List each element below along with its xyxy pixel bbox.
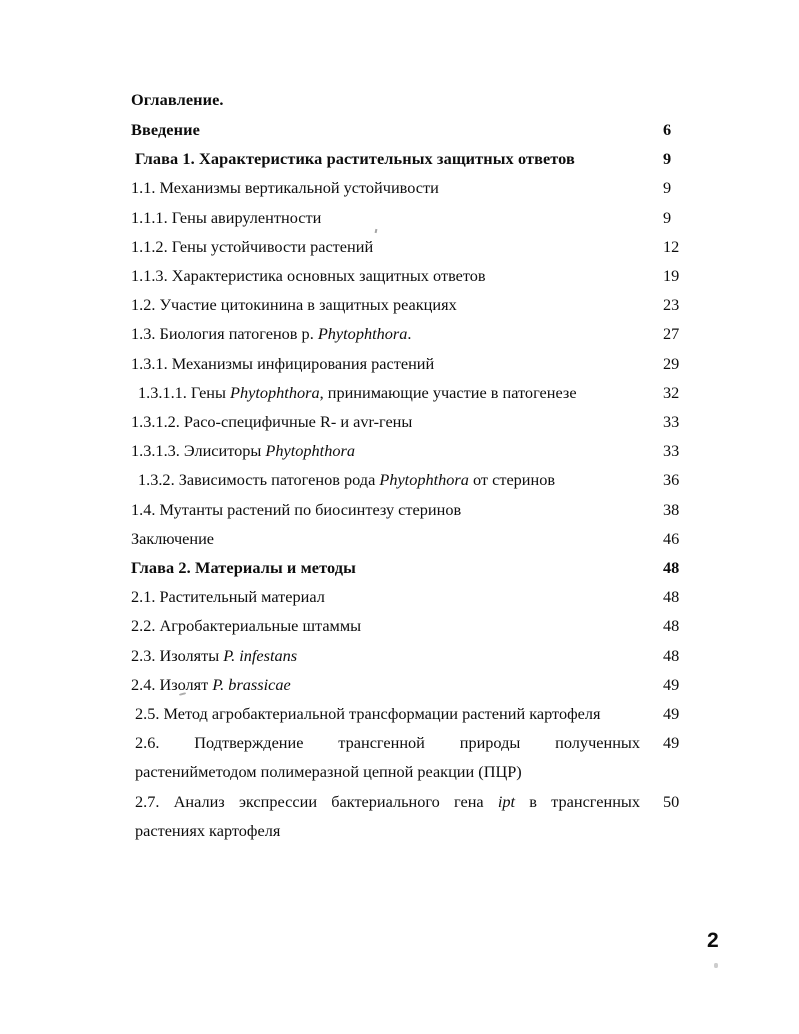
toc-entry[interactable]	[131, 173, 671, 202]
toc-entry-page-number: 36	[663, 470, 680, 490]
toc-entry[interactable]	[131, 407, 680, 436]
toc-entry-label: 1.1.1. Гены авирулентности	[131, 207, 322, 227]
italic-taxon-name: Phytophthora	[230, 382, 320, 402]
toc-entry-label: 1.1.3. Характеристика основных защитных ответов	[131, 266, 486, 286]
scan-artifact-speck	[714, 963, 718, 968]
toc-entry-label: 2.4. Изолят P. brassicae	[131, 674, 291, 694]
toc-entry-page-number: 27	[663, 324, 680, 344]
toc-entry-page-number: 49	[663, 674, 680, 694]
italic-taxon-name: ipt	[497, 791, 516, 811]
toc-entry-label: Введение	[131, 120, 200, 139]
toc-entry-page-number: 9	[663, 207, 672, 227]
toc-entry-page-number: 19	[663, 266, 680, 286]
toc-entry[interactable]	[131, 611, 680, 640]
toc-entry-label-line: 2.7. Анализ экспрессии бактериального гена ipt в трансгенных	[135, 791, 640, 811]
toc-entry[interactable]	[131, 261, 680, 290]
toc-entry-label: 1.1. Механизмы вертикальной устойчивости	[131, 178, 439, 198]
toc-entry[interactable]	[131, 144, 671, 173]
toc-entry[interactable]	[131, 553, 680, 582]
italic-taxon-name: Phytophthora	[379, 470, 469, 490]
toc-entry-page-number: 48	[663, 558, 680, 578]
toc-entry[interactable]	[131, 203, 671, 232]
toc-entry-page-number: 49	[663, 733, 680, 753]
toc-entry-list	[131, 115, 680, 728]
toc-entry-label-line: растениях картофеля	[135, 820, 281, 840]
toc-entry-label: 1.3.2. Зависимость патогенов рода Phytophthora от стеринов	[138, 470, 556, 490]
toc-entry-label: 1.2. Участие цитокинина в защитных реакциях	[131, 295, 457, 315]
toc-entry[interactable]	[131, 115, 671, 144]
toc-entry[interactable]	[131, 670, 680, 699]
toc-entry-label: 2.2. Агробактериальные штаммы	[131, 616, 362, 636]
toc-entry-label: Глава 2. Материалы и методы	[131, 558, 356, 578]
toc-entry-label: 1.4. Мутанты растений по биосинтезу стеринов	[131, 499, 462, 519]
toc-entry-page-number: 48	[663, 587, 680, 607]
toc-entry-label	[131, 787, 640, 845]
toc-entry-label: 2.3. Изоляты P. infestans	[131, 645, 298, 665]
toc-entry-label	[131, 728, 640, 786]
toc-entry-label: 1.1.2. Гены устойчивости растений	[131, 236, 374, 256]
italic-taxon-name: Phytophthora	[317, 324, 408, 344]
italic-taxon-name: P. infestans	[223, 645, 298, 665]
toc-entry-page-number: 33	[663, 412, 680, 432]
toc-entry[interactable]	[131, 232, 680, 261]
toc-heading-row	[131, 84, 671, 115]
toc-entry[interactable]	[131, 641, 680, 670]
toc-entry-label: 2.1. Растительный материал	[131, 587, 325, 607]
toc-entry-label: 1.3.1.3. Элиситоры Phytophthora	[131, 441, 355, 461]
toc-entry-page-number: 48	[663, 645, 680, 665]
table-of-contents	[131, 84, 680, 845]
toc-entry-page-number: 32	[663, 382, 680, 402]
toc-entry[interactable]	[131, 319, 680, 348]
toc-entry[interactable]	[131, 378, 680, 407]
toc-entry-label: Глава 1. Характеристика растительных защитных ответов	[135, 149, 575, 169]
toc-entry-label: 2.5. Метод агробактериальной трансформации растений картофеля	[135, 704, 601, 724]
toc-entry[interactable]	[131, 436, 680, 465]
toc-entry-page-number: 38	[663, 499, 680, 519]
toc-entry-label: 1.3.1. Механизмы инфицирования растений	[131, 353, 435, 373]
toc-entry[interactable]	[131, 495, 680, 524]
toc-justified-entry-list	[131, 728, 680, 845]
toc-entry-label: 1.3. Биология патогенов р. Phytophthora.	[131, 324, 412, 344]
toc-entry-page-number: 50	[663, 791, 680, 811]
toc-entry[interactable]	[131, 524, 680, 553]
toc-entry-label: Заключение	[131, 528, 215, 548]
toc-entry[interactable]	[131, 465, 680, 494]
toc-entry-page-number: 33	[663, 441, 680, 461]
toc-entry-page-number: 49	[663, 704, 680, 724]
toc-entry-label: 1.3.1.1. Гены Phytophthora, принимающие участие в патогенезе	[138, 382, 577, 402]
toc-entry-page-number: 29	[663, 353, 680, 373]
toc-entry-page-number: 12	[663, 236, 680, 256]
toc-entry[interactable]	[131, 290, 680, 319]
page-number: 2	[707, 929, 719, 952]
toc-entry-page-number: 9	[663, 149, 672, 169]
toc-entry[interactable]	[131, 349, 680, 378]
toc-entry-page-number: 46	[663, 528, 680, 548]
toc-entry-page-number: 9	[663, 178, 672, 198]
toc-entry[interactable]	[131, 582, 680, 611]
toc-entry-label-line: 2.6. Подтверждение трансгенной природы полученных	[135, 733, 640, 753]
page-title: Оглавление.	[131, 90, 224, 109]
toc-entry-label: 1.3.1.2. Расо-специфичные R- и avr-гены	[131, 412, 413, 432]
italic-taxon-name: Phytophthora	[265, 441, 355, 461]
toc-entry[interactable]	[131, 787, 680, 845]
toc-entry-page-number: 48	[663, 616, 680, 636]
toc-entry-page-number: 6	[663, 120, 672, 139]
italic-taxon-name: P. brassicae	[212, 674, 291, 694]
toc-entry[interactable]	[131, 699, 680, 728]
toc-entry-label-line: растенийметодом полимеразной цепной реакции (ПЦР)	[135, 762, 522, 782]
toc-entry[interactable]	[131, 728, 680, 786]
toc-entry-page-number: 23	[663, 295, 680, 315]
